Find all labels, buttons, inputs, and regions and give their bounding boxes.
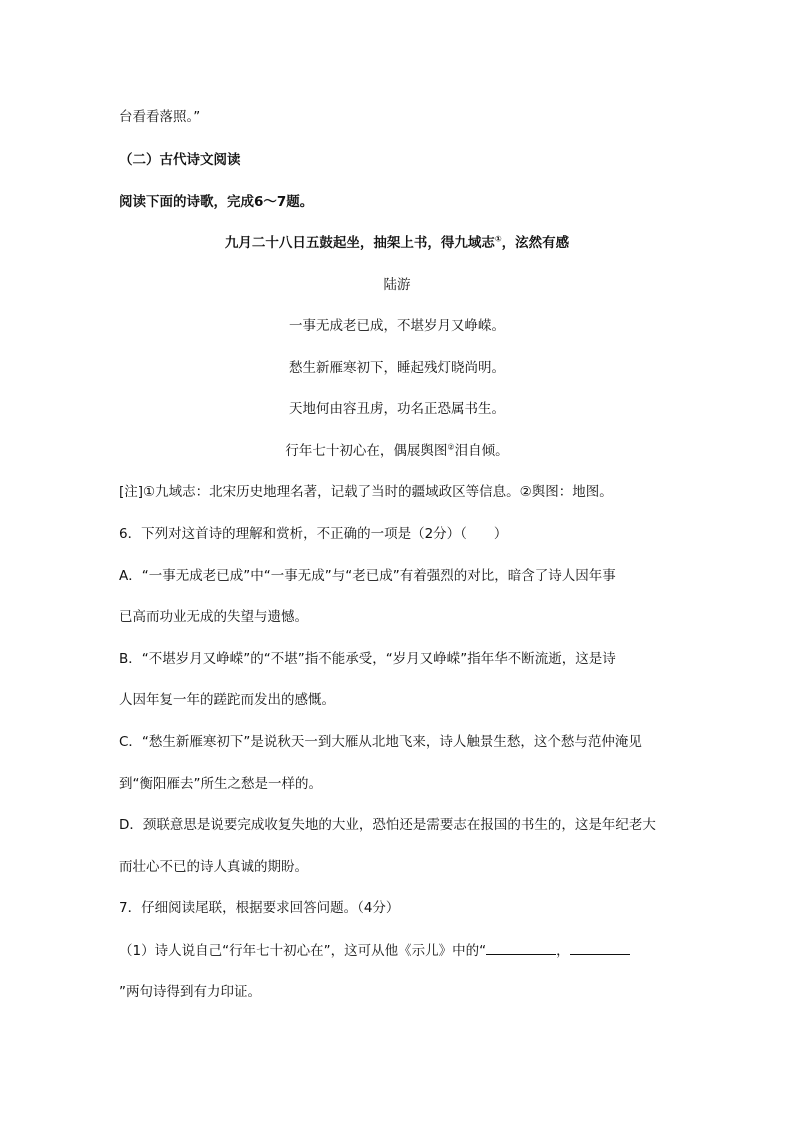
option-d-line-1: D．颈联意思是说要完成收复失地的大业，恐怕还是需要志在报国的书生的，这是年纪老大 (119, 817, 656, 833)
answer-blank-2[interactable] (570, 940, 630, 955)
question-6: 6．下列对这首诗的理解和赏析，不正确的一项是（2分）（ ） (119, 526, 508, 542)
verse-4-text-end: 泪自倾。 (454, 443, 509, 459)
option-c-line-2: 到“衡阳雁去”所生之愁是一样的。 (119, 776, 322, 792)
poem-verse-1: 一事无成老已成，不堪岁月又峥嵘。 (289, 318, 505, 334)
poem-verse-3: 天地何由容丑虏，功名正恐属书生。 (289, 401, 505, 417)
poem-title (0, 233, 794, 253)
poem-verse-4 (0, 441, 794, 461)
option-b-line-1: B．“不堪岁月又峥嵘”的“不堪”指不能承受，“岁月又峥嵘”指年华不断流逝，这是诗 (119, 651, 616, 667)
instruction: 阅读下面的诗歌，完成6～7题。 (119, 194, 314, 210)
question-7-1 (119, 940, 630, 961)
poem-annotation: [注]①九域志：北宋历史地理名著，记载了当时的疆域政区等信息。②舆图：地图。 (119, 484, 613, 500)
question-7: 7．仔细阅读尾联，根据要求回答问题。（4分） (119, 900, 400, 916)
option-d-line-2: 而壮心不已的诗人真诚的期盼。 (119, 859, 308, 875)
poem-author: 陆游 (383, 277, 411, 293)
option-a-line-2: 已高而功业无成的失望与遗憾。 (119, 609, 308, 625)
poem-title-text-end: ，泫然有感 (501, 235, 570, 251)
blank-separator: ， (556, 943, 570, 959)
verse-4-text: 行年七十初心在，偶展舆图 (285, 443, 448, 459)
answer-blank-1[interactable] (486, 940, 556, 955)
question-7-1-text: （1）诗人说自己“行年七十初心在”，这可从他《示儿》中的“ (119, 943, 487, 959)
poem-verse-2: 愁生新雁寒初下，睡起残灯晓尚明。 (289, 360, 505, 376)
footnote-mark: ② (447, 442, 455, 452)
option-b-line-2: 人因年复一年的蹉跎而发出的感慨。 (119, 692, 335, 708)
text-line: 台看看落照。” (119, 109, 201, 125)
section-heading: （二）古代诗文阅读 (119, 152, 241, 168)
poem-title-text: 九月二十八日五鼓起坐，抽架上书，得九域志 (224, 235, 495, 251)
option-c-line-1: C．“愁生新雁寒初下”是说秋天一到大雁从北地飞来，诗人触景生愁，这个愁与范仲淹见 (119, 734, 642, 750)
option-a-line-1: A．“一事无成老已成”中“一事无成”与“老已成”有着强烈的对比，暗含了诗人因年事 (119, 568, 616, 584)
footnote-mark: ① (494, 234, 502, 244)
question-7-1-end: ”两句诗得到有力印证。 (119, 984, 261, 1000)
